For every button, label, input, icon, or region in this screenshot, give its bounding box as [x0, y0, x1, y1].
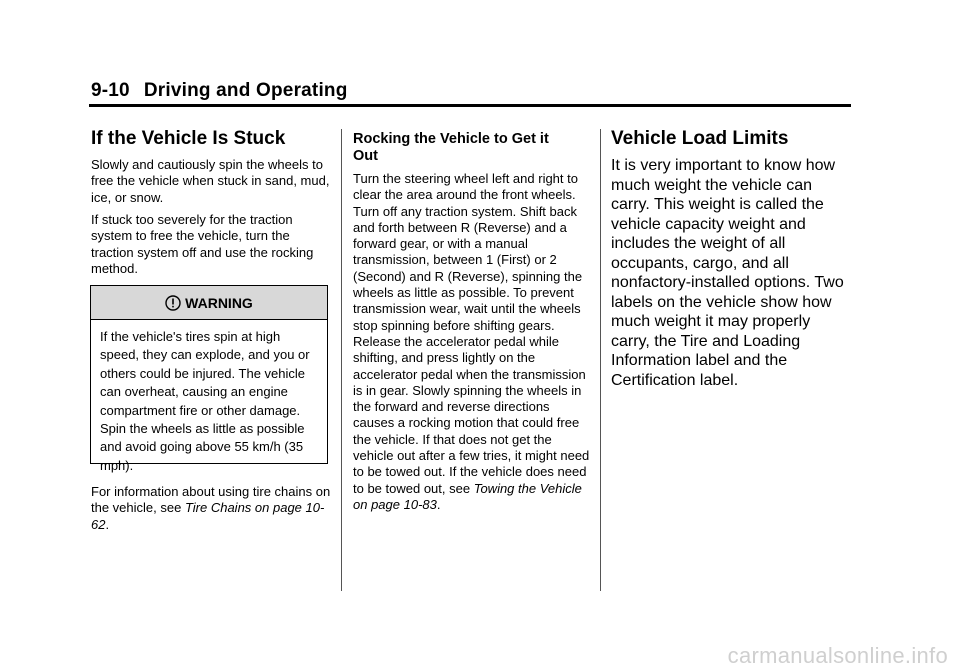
section-number: 9-10 [91, 80, 130, 101]
header-rule [89, 104, 851, 107]
paragraph: For information about using tire chains on the vehicle, see Tire Chains on page 10-62. [91, 484, 331, 532]
section-title: Driving and Operating [143, 80, 348, 101]
cross-reference-link[interactable]: Towing the Vehicle on page 10-83 [353, 480, 582, 512]
column-divider [600, 129, 601, 591]
paragraph: Turn the steering wheel left and right to clear the area around the front wheels. Turn off any traction system. Shift back and forth between R (Reverse) and a forward gear, or with a manual transmission, between 1 (First) or 2 (Second) and R (Reverse), spinning the wheels as little as possible. To prevent transmission wear, wait until the wheels stop spinning before shifting gears. Release the accelerator pedal while shifting, and press lightly on the accelerator pedal when the transmission is in gear. Slowly spinning the wheels in the forward and reverse directions causes a rocking motion that could free the vehicle. If that does not get the vehicle out after a few tries, it might need to be towed out. If the vehicle does need to be towed out, see Towing the Vehicle on page 10-83. [353, 171, 590, 512]
paragraph: If stuck too severely for the traction system to free the vehicle, turn the traction system off and use the rocking method. [91, 212, 314, 276]
paragraph: It is very important to know how much weight the vehicle can carry. This weight is called the vehicle capacity weight and includes the weight of all occupants, cargo, and all nonfactory-installed options. Two labels on the vehicle show how much weight it may properly carry, the Tire and Loading Information label and the Certification label. [611, 157, 844, 389]
heading-vehicle-stuck: If the Vehicle Is Stuck [91, 128, 286, 149]
column-divider [341, 129, 342, 591]
warning-box [90, 285, 328, 473]
paragraph: Slowly and cautiously spin the wheels to free the vehicle when stuck in sand, mud, ice, or snow. [91, 157, 330, 205]
warning-label: WARNING [185, 294, 253, 311]
heading-rocking-vehicle: Rocking the Vehicle to Get it Out [353, 131, 549, 164]
heading-load-limits: Vehicle Load Limits [611, 128, 789, 149]
cross-reference-link[interactable]: Tire Chains on page 10-62 [91, 500, 325, 532]
warning-text: If the vehicle's tires spin at high speed, they can explode, and you or others could be injured. The vehicle can overheat, causing an engine compartment fire or other damage. Spin the wheels as little as possible and avoid going above 55 km/h (35 mph). [100, 329, 310, 473]
watermark: carmanualsonline.info [727, 643, 948, 668]
page-header [91, 80, 348, 102]
warning-icon [165, 295, 181, 311]
warning-header [91, 286, 327, 320]
